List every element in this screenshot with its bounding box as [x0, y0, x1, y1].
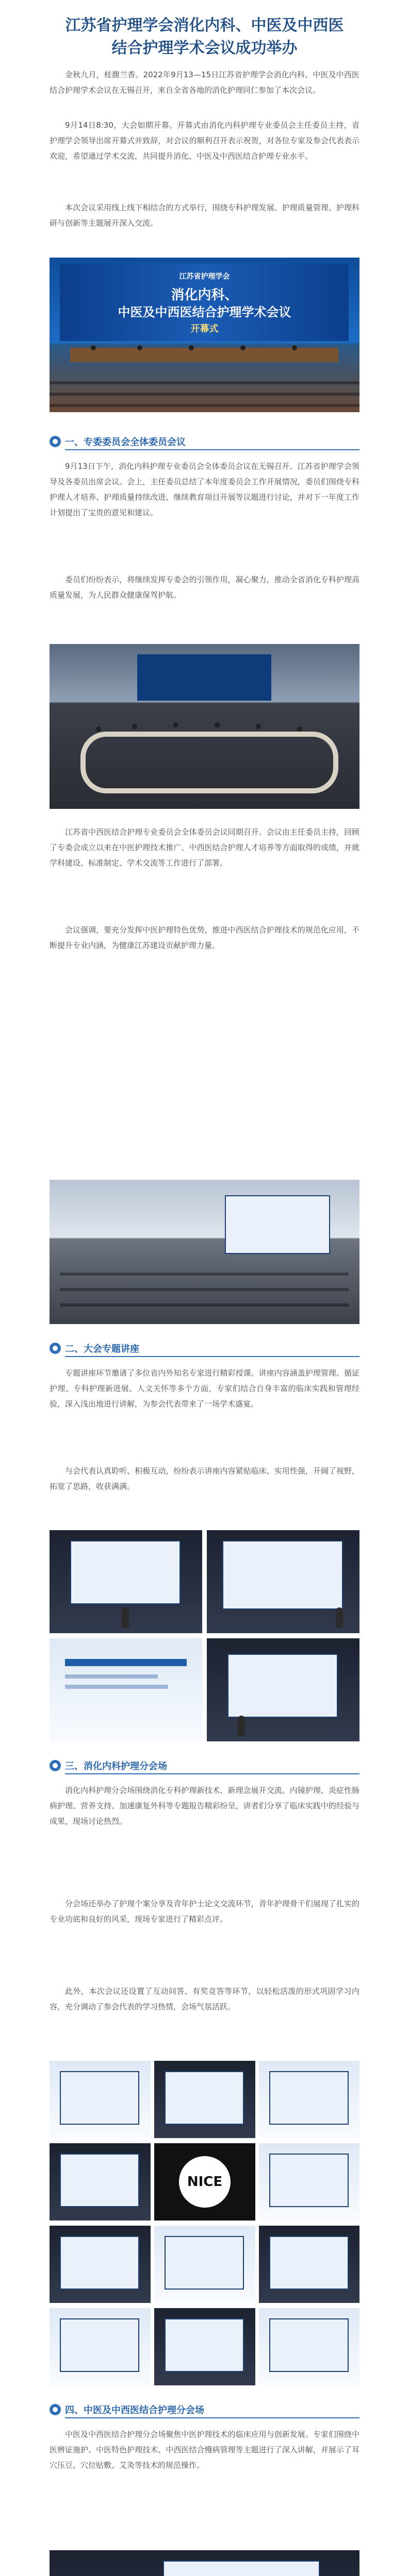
lecture-slide-1 — [50, 1638, 202, 1741]
intro-paragraph-1: 金秋九月，桂馥兰香。2022年9月13—15日江苏省护理学会消化内科、中医及中西医结合护理学术会议在无锡召开，来自全省各地的消化护理同仁参加了本次会议。 — [50, 70, 359, 95]
session-photo-6 — [259, 2143, 359, 2221]
committee-meeting-photo — [50, 644, 359, 809]
session-photo-8 — [154, 2226, 255, 2303]
article-title — [46, 14, 363, 60]
section3-paragraph-3: 此外，本次会议还设置了互动问答、有奖竞答等环节，以轻松活泼的形式巩固学习内容，充分调动了参会代表的学习热情，会场气氛活跃。 — [50, 1987, 359, 2011]
mixed-meeting-photo — [50, 1180, 359, 1324]
session-photo-7 — [50, 2226, 151, 2303]
banner-sub: 开幕式 — [190, 324, 219, 334]
section1-paragraph-3: 江苏省中西医结合护理专业委员会全体委员会议同期召开。会议由主任委员主持，回顾了专委会成立以来在中医护理技术推广、中西医结合护理人才培养等方面取得的成绩，并就学科建设、标准制定、学术交流等工作进行了部署。 — [50, 827, 359, 868]
section-header-1 — [50, 433, 359, 450]
section-title: 二、大会专题讲座 — [65, 1344, 139, 1354]
title-line-2: 结合护理学术会议成功举办 — [111, 39, 298, 57]
intro-paragraph-3: 本次会议采用线上线下相结合的方式举行，围绕专科护理发展、护理质量管理、护理科研与创新等主题展开深入交流。 — [50, 203, 359, 228]
banner-line-1: 消化内科、 — [171, 287, 238, 303]
session-photo-2 — [154, 2061, 255, 2138]
banner-org: 江苏省护理学会 — [179, 273, 230, 281]
quiz-nice-photo — [154, 2143, 255, 2221]
section-header-2 — [50, 1340, 359, 1357]
section2-paragraph-2: 与会代表认真聆听、积极互动，纷纷表示讲座内容紧贴临床、实用性强，开阔了视野，拓宽了思路，收获满满。 — [50, 1466, 359, 1491]
stage-table — [70, 348, 338, 362]
section-header-4 — [50, 2401, 359, 2418]
section-title: 一、专委委员会全体委员会议 — [65, 437, 186, 448]
section4-paragraph-1: 中医及中西医结合护理分会场聚焦中医护理技术的临床应用与创新发展。专家们围绕中医辨证施护、中医特色护理技术、中西医结合慢病管理等主题进行了深入讲解，并展示了耳穴压豆、穴位贴敷、艾灸等技术的规范操作。 — [50, 2430, 359, 2470]
section-marker-icon — [50, 1343, 61, 1354]
session-photo-10 — [50, 2308, 151, 2385]
section-marker-icon — [50, 2404, 61, 2415]
section-marker-icon — [50, 1760, 61, 1771]
section3-paragraph-2: 分会场还举办了护理个案分享及青年护士论文交流环节，青年护理骨干们展现了扎实的专业功底和良好的风采，现场专家进行了精彩点评。 — [50, 1899, 359, 1924]
session-photo-3 — [259, 2061, 359, 2138]
session-photo-11 — [154, 2308, 255, 2385]
title-line-1: 江苏省护理学会消化内科、中医及中西医 — [65, 16, 344, 35]
section3-paragraph-1: 消化内科护理分会场围绕消化专科护理新技术、新理念展开交流。内镜护理、炎症性肠病护理、营养支持、加速康复外科等专题报告精彩纷呈，讲者们分享了临床实践中的经验与成果，现场讨论热烈。 — [50, 1786, 359, 1826]
section1-paragraph-1: 9月13日下午，消化内科护理专业委员会全体委员会议在无锡召开。江苏省护理学会领导及各委员出席会议。会上，主任委员总结了本年度委员会工作开展情况，委员们围绕专科护理人才培养、护理质量持续改进、继续教育项目开展等议题进行讨论，并对下一年度工作计划提出了宝贵的意见和建议。 — [50, 462, 359, 517]
section2-paragraph-1: 专题讲座环节邀请了多位省内外知名专家进行精彩授课。讲座内容涵盖护理管理、循证护理、专科护理新进展、人文关怀等多个方面，专家们结合自身丰富的临床实践和管理经验，深入浅出地进行讲解，为参会代表带来了一场学术盛宴。 — [50, 1368, 359, 1409]
tcm-session-photo — [50, 2550, 359, 2576]
session-photo-9 — [259, 2226, 359, 2303]
banner-line-2: 中医及中西医结合护理学术会议 — [118, 305, 291, 319]
section-header-3 — [50, 1757, 359, 1774]
session-photo-1 — [50, 2061, 151, 2138]
section-title: 四、中医及中西医结合护理分会场 — [65, 2405, 204, 2416]
section1-paragraph-4: 会议强调，要充分发挥中医护理特色优势，推进中西医结合护理技术的规范化应用，不断提升专业内涵，为健康江苏建设贡献护理力量。 — [50, 925, 359, 950]
intro-paragraph-2: 9月14日8:30，大会如期开幕。开幕式由消化内科护理专业委员会主任委员主持，省护理学会领导出席开幕式并致辞，对会议的顺利召开表示祝贺，对各位专家及参会代表表示欢迎，希望通过学术交流，共同提升消化、中医及中西医结合护理专业水平。 — [50, 121, 359, 161]
section-title: 三、消化内科护理分会场 — [65, 1761, 167, 1772]
lecture-photo-3 — [207, 1638, 359, 1741]
section1-paragraph-2: 委员们纷纷表示，将继续发挥专委会的引领作用，凝心聚力，推动全省消化专科护理高质量发展，为人民群众健康保驾护航。 — [50, 575, 359, 600]
opening-ceremony-photo — [50, 258, 359, 412]
lecture-photo-1 — [50, 1530, 202, 1633]
lecture-photo-2 — [207, 1530, 359, 1633]
session-photo-12 — [259, 2308, 359, 2385]
session-photo-4 — [50, 2143, 151, 2221]
section-marker-icon — [50, 436, 61, 447]
nice-badge: NICE — [179, 2156, 231, 2208]
